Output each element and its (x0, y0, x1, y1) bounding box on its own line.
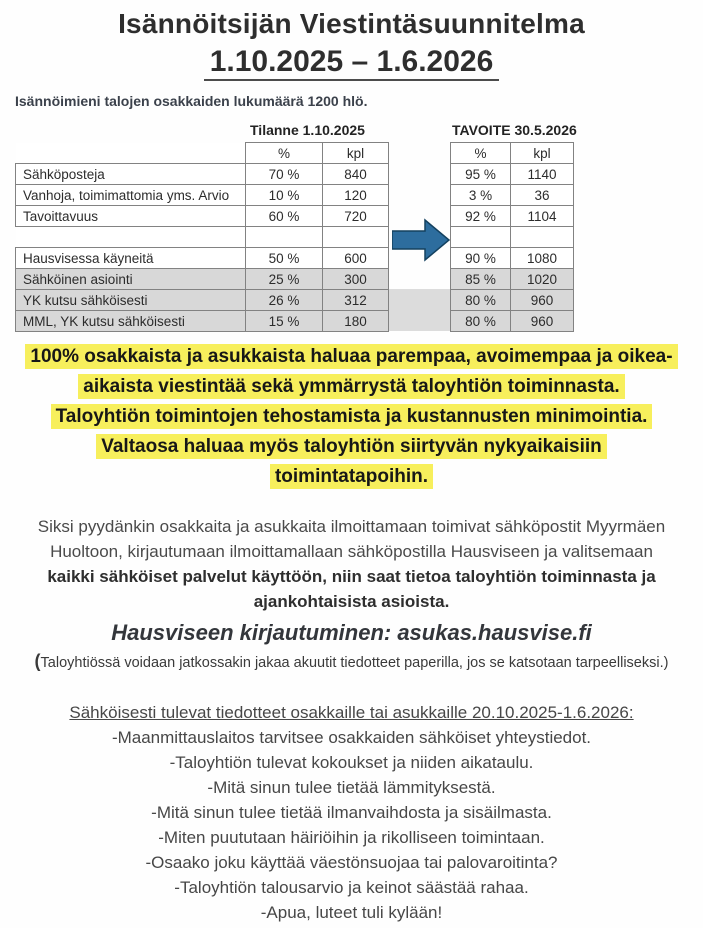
highlight-line-text: aikaista viestintää sekä ymmärrystä taloyhtiön toiminnasta. (78, 374, 624, 399)
target-count-value: 1104 (511, 206, 574, 227)
highlight-line (0, 402, 703, 432)
table-row (451, 290, 574, 311)
target-count-value: 1140 (511, 164, 574, 185)
bulletin-list-item: -Osaako joku käyttää väestönsuojaa tai palovaroitinta? (145, 853, 558, 872)
paren-open: ( (34, 651, 41, 671)
date-range-text: 1.10.2025 – 1.6.2026 (204, 45, 500, 81)
table-row (451, 248, 574, 269)
current-count-value (323, 227, 389, 248)
paragraph-line: Huoltoon, kirjautumaan ilmoittamallaan sähköpostilla Hausviseen ja valitsemaan (50, 542, 653, 561)
current-pct-value: 26 % (246, 290, 323, 311)
current-pct-value: 10 % (246, 185, 323, 206)
current-pct-value: 25 % (246, 269, 323, 290)
current-count-value: 312 (323, 290, 389, 311)
row-label: MML, YK kutsu sähköisesti (16, 311, 246, 332)
table-row (451, 206, 574, 227)
current-pct-value: 60 % (246, 206, 323, 227)
bulletin-list-item: -Apua, luteet tuli kylään! (260, 903, 443, 922)
current-pct-value: 50 % (246, 248, 323, 269)
paragraph-line: ajankohtaisista asioista. (253, 592, 450, 611)
target-col-header-pct: % (451, 143, 511, 164)
table-row (16, 206, 389, 227)
upcoming-bulletins-section (0, 700, 703, 925)
bulletin-list-item: -Miten puututaan häiriöihin ja rikolliseen toimintaan. (158, 828, 545, 847)
target-pct-value: 92 % (451, 206, 511, 227)
current-count-value: 600 (323, 248, 389, 269)
target-count-value: 1080 (511, 248, 574, 269)
current-pct-value: 15 % (246, 311, 323, 332)
row-label: Vanhoja, toimimattomia yms. Arvio (16, 185, 246, 206)
table-row (451, 269, 574, 290)
table-row (16, 185, 389, 206)
target-table-header-row (451, 143, 574, 164)
bulletin-list (0, 725, 703, 925)
row-label: Hausvisessa käyneitä (16, 248, 246, 269)
current-count-value: 120 (323, 185, 389, 206)
page-date-range (0, 44, 703, 80)
highlight-line (0, 462, 703, 492)
request-paragraph (0, 514, 703, 614)
highlight-line (0, 342, 703, 372)
table-row (16, 311, 389, 332)
table-row (451, 311, 574, 332)
target-pct-value: 3 % (451, 185, 511, 206)
table-row (16, 227, 389, 248)
current-count-value: 300 (323, 269, 389, 290)
target-count-value: 1020 (511, 269, 574, 290)
current-pct-value: 70 % (246, 164, 323, 185)
table-row (451, 164, 574, 185)
highlight-line-text: toimintatapoihin. (270, 464, 433, 489)
shaded-gap-band (388, 289, 450, 331)
target-table-caption: TAVOITE 30.5.2026 (452, 122, 577, 138)
current-pct-value (246, 227, 323, 248)
current-count-value: 180 (323, 311, 389, 332)
paper-bulletin-note (0, 650, 703, 674)
current-col-header-count: kpl (323, 143, 389, 164)
table-row (16, 290, 389, 311)
target-table (450, 142, 574, 332)
current-count-value: 720 (323, 206, 389, 227)
target-count-value (511, 227, 574, 248)
shareholder-count-line: Isännöimieni talojen osakkaiden lukumäärä 1200 hlö. (15, 93, 368, 109)
current-col-header-pct: % (246, 143, 323, 164)
target-pct-value: 95 % (451, 164, 511, 185)
bulletin-list-heading-text: Sähköisesti tulevat tiedotteet osakkaille tai asukkaille 20.10.2025-1.6.2026: (69, 703, 634, 722)
paper-note-text: Taloyhtiössä voidaan jatkossakin jakaa akuutit tiedotteet paperilla, jos se katsotaan tarpeelliseksi.) (40, 655, 669, 671)
target-count-value: 960 (511, 290, 574, 311)
highlighted-summary-block (0, 342, 703, 492)
table-row (16, 248, 389, 269)
highlight-line (0, 372, 703, 402)
table-row (451, 185, 574, 206)
row-label (16, 227, 246, 248)
highlight-line-text: 100% osakkaista ja asukkaista haluaa parempaa, avoimempaa ja oikea- (25, 344, 677, 369)
target-pct-value: 80 % (451, 311, 511, 332)
target-pct-value (451, 227, 511, 248)
bulletin-list-item: -Mitä sinun tulee tietää ilmanvaihdosta ja sisäilmasta. (151, 803, 552, 822)
target-count-value: 36 (511, 185, 574, 206)
status-target-tables-section (0, 120, 703, 342)
target-pct-value: 85 % (451, 269, 511, 290)
current-table-caption: Tilanne 1.10.2025 (250, 122, 365, 138)
row-label: YK kutsu sähköisesti (16, 290, 246, 311)
table-row (451, 227, 574, 248)
current-table-header-row (16, 143, 389, 164)
bulletin-list-heading (0, 700, 703, 725)
highlight-line-text: Taloyhtiön toimintojen tehostamista ja kustannusten minimointia. (51, 404, 653, 429)
paragraph-line: Siksi pyydänkin osakkaita ja asukkaita ilmoittamaan toimivat sähköpostit Myyrmäen (37, 517, 666, 536)
target-col-header-count: kpl (511, 143, 574, 164)
table-row (16, 164, 389, 185)
target-count-value: 960 (511, 311, 574, 332)
page-title: Isännöitsijän Viestintäsuunnitelma (118, 8, 585, 39)
current-status-table (15, 142, 389, 332)
current-count-value: 840 (323, 164, 389, 185)
row-label: Tavoittavuus (16, 206, 246, 227)
bulletin-list-item: -Taloyhtiön tulevat kokoukset ja niiden aikataulu. (169, 753, 534, 772)
right-arrow-icon (392, 218, 450, 262)
bulletin-list-item: -Maanmittauslaitos tarvitsee osakkaiden sähköiset yhteystiedot. (111, 728, 592, 747)
paragraph-line: kaikki sähköiset palvelut käyttöön, niin saat tietoa taloyhtiön toiminnasta ja (47, 567, 656, 586)
table-row (16, 269, 389, 290)
target-pct-value: 80 % (451, 290, 511, 311)
bulletin-list-item: -Mitä sinun tulee tietää lämmityksestä. (207, 778, 496, 797)
highlight-line (0, 432, 703, 462)
row-label: Sähköinen asiointi (16, 269, 246, 290)
row-label: Sähköposteja (16, 164, 246, 185)
bulletin-list-item: -Taloyhtiön talousarvio ja keinot säästää rahaa. (174, 878, 529, 897)
hausvise-login-line: Hausviseen kirjautuminen: asukas.hausvise.fi (111, 620, 592, 645)
highlight-line-text: Valtaosa haluaa myös taloyhtiön siirtyvän nykyaikaisiin (96, 434, 607, 459)
current-table-corner (16, 143, 246, 164)
target-pct-value: 90 % (451, 248, 511, 269)
